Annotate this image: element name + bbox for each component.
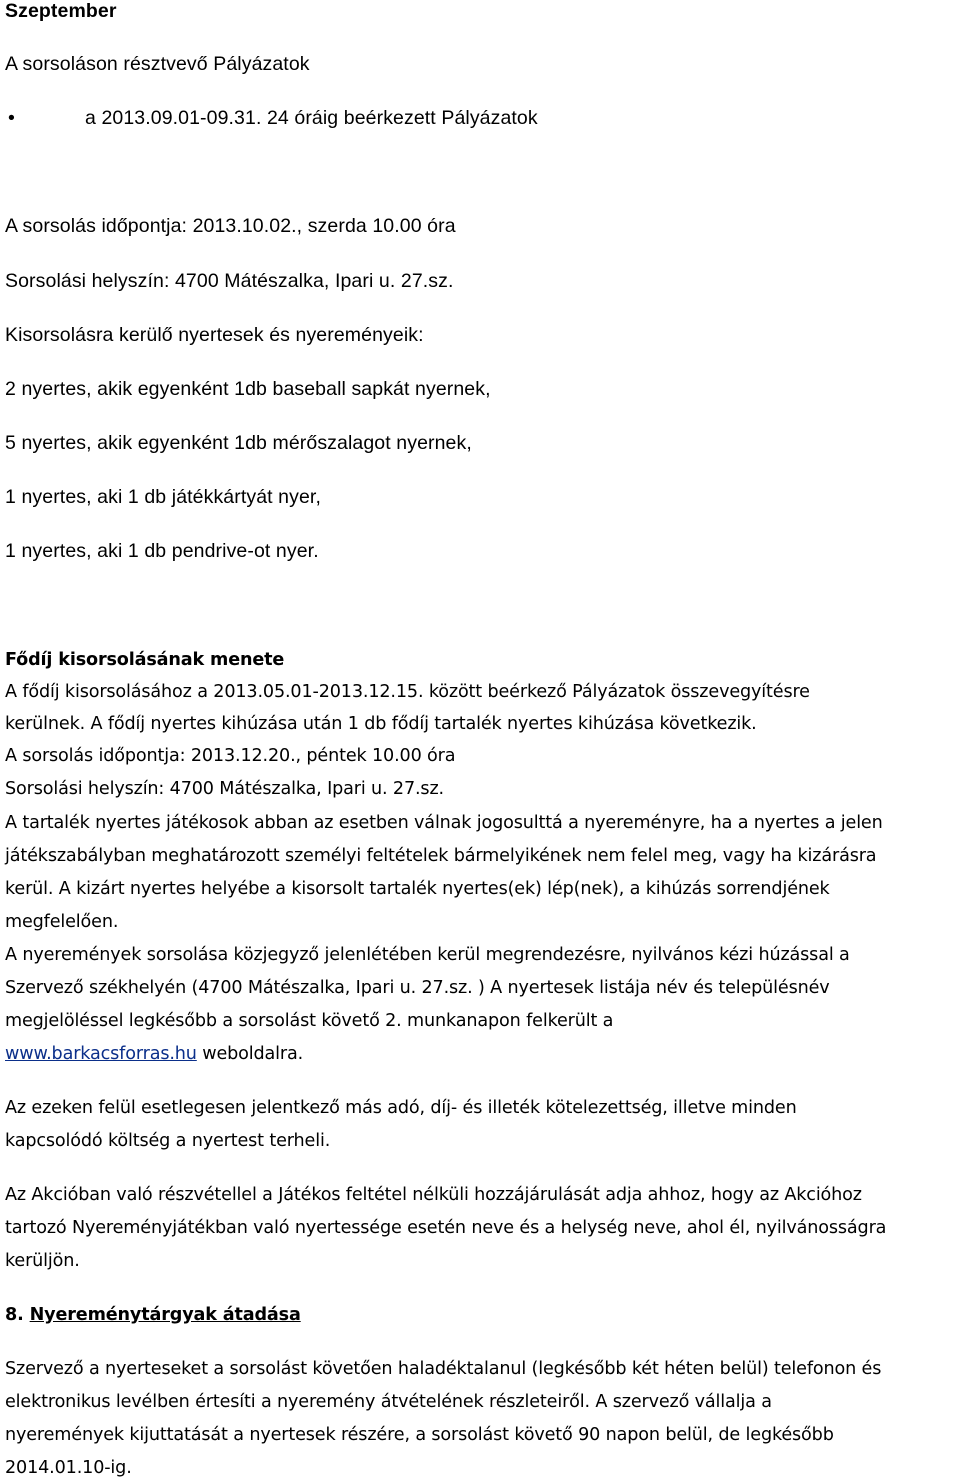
grand-prize-line: játékszabályban meghatározott személyi feltételek bármelyikének nem felel meg, vagy ha kizárásra <box>5 846 877 866</box>
website-suffix: weboldalra. <box>196 1044 304 1064</box>
prize-line: 2 nyertes, akik egyenként 1db baseball sapkát nyernek, <box>5 378 491 400</box>
prize-line: 5 nyertes, akik egyenként 1db mérőszalagot nyernek, <box>5 432 472 454</box>
section-8-heading <box>5 1302 301 1328</box>
draw-venue: Sorsolási helyszín: 4700 Mátészalka, Ipari u. 27.sz. <box>5 270 454 292</box>
section-8-line: elektronikus levélben értesíti a nyeremény átvételének részleteiről. A szervező vállalja a <box>5 1392 772 1412</box>
grand-prize-line: A tartalék nyertes játékosok abban az esetben válnak jogosulttá a nyereményre, ha a nyertes a jelen <box>5 813 883 833</box>
costs-line: Az ezeken felül esetlegesen jelentkező más adó, díj- és illeték kötelezettség, illetve minden <box>5 1098 797 1118</box>
prize-line: 1 nyertes, aki 1 db játékkártyát nyer, <box>5 486 321 508</box>
consent-line: Az Akcióban való részvétellel a Játékos feltétel nélküli hozzájárulását adja ahhoz, hogy az Akcióhoz <box>5 1185 862 1205</box>
prize-line: 1 nyertes, aki 1 db pendrive-ot nyer. <box>5 540 319 562</box>
grand-prize-line: kerülnek. A fődíj nyertes kihúzása után 1 db fődíj tartalék nyertes kihúzása következik. <box>5 714 757 734</box>
grand-prize-line: megfelelően. <box>5 912 119 932</box>
grand-prize-line: Sorsolási helyszín: 4700 Mátészalka, Ipari u. 27.sz. <box>5 779 444 799</box>
grand-prize-heading: Fődíj kisorsolásának menete <box>5 650 285 670</box>
grand-prize-line: kerül. A kizárt nyertes helyébe a kisorsolt tartalék nyertes(ek) lép(nek), a kihúzás sorrendjének <box>5 879 830 899</box>
section-8-number: 8. <box>5 1305 30 1325</box>
section-8-line: Szervező a nyerteseket a sorsolást követően haladéktalanul (legkésőbb két héten belül) telefonon és <box>5 1359 882 1379</box>
grand-prize-line: A nyeremények sorsolása közjegyző jelenlétében kerül megrendezésre, nyilvános kézi húzással a <box>5 945 850 965</box>
grand-prize-line: megjelöléssel legkésőbb a sorsolást követő 2. munkanapon felkerült a <box>5 1011 614 1031</box>
grand-prize-line: Szervező székhelyén (4700 Mátészalka, Ipari u. 27.sz. ) A nyertesek listája név és településnév <box>5 978 830 998</box>
costs-line: kapcsolódó költség a nyertest terheli. <box>5 1131 331 1151</box>
consent-line: kerüljön. <box>5 1251 80 1271</box>
draw-date: A sorsolás időpontja: 2013.10.02., szerda 10.00 óra <box>5 215 456 237</box>
section-8-title: Nyereménytárgyak átadása <box>29 1305 301 1325</box>
participants-text: A sorsoláson résztvevő Pályázatok <box>5 53 310 75</box>
section-heading-september: Szeptember <box>5 0 117 22</box>
website-line <box>5 1041 303 1067</box>
bullet-item: a 2013.09.01-09.31. 24 óráig beérkezett Pályázatok <box>85 107 538 129</box>
grand-prize-line: A fődíj kisorsolásához a 2013.05.01-2013.12.15. között beérkező Pályázatok összevegyítésre <box>5 682 810 702</box>
prizes-intro: Kisorsolásra kerülő nyertesek és nyereményeik: <box>5 324 424 346</box>
grand-prize-line: A sorsolás időpontja: 2013.12.20., péntek 10.00 óra <box>5 746 456 766</box>
bullet-icon: • <box>8 107 15 129</box>
consent-line: tartozó Nyereményjátékban való nyertessége esetén neve és a helység neve, ahol él, nyilvánosságra <box>5 1218 887 1238</box>
section-8-line: nyeremények kijuttatását a nyertesek részére, a sorsolást követő 90 napon belül, de legkésőbb <box>5 1425 834 1445</box>
section-8-line: 2014.01.10-ig. <box>5 1458 132 1478</box>
website-link[interactable]: www.barkacsforras.hu <box>5 1044 197 1064</box>
